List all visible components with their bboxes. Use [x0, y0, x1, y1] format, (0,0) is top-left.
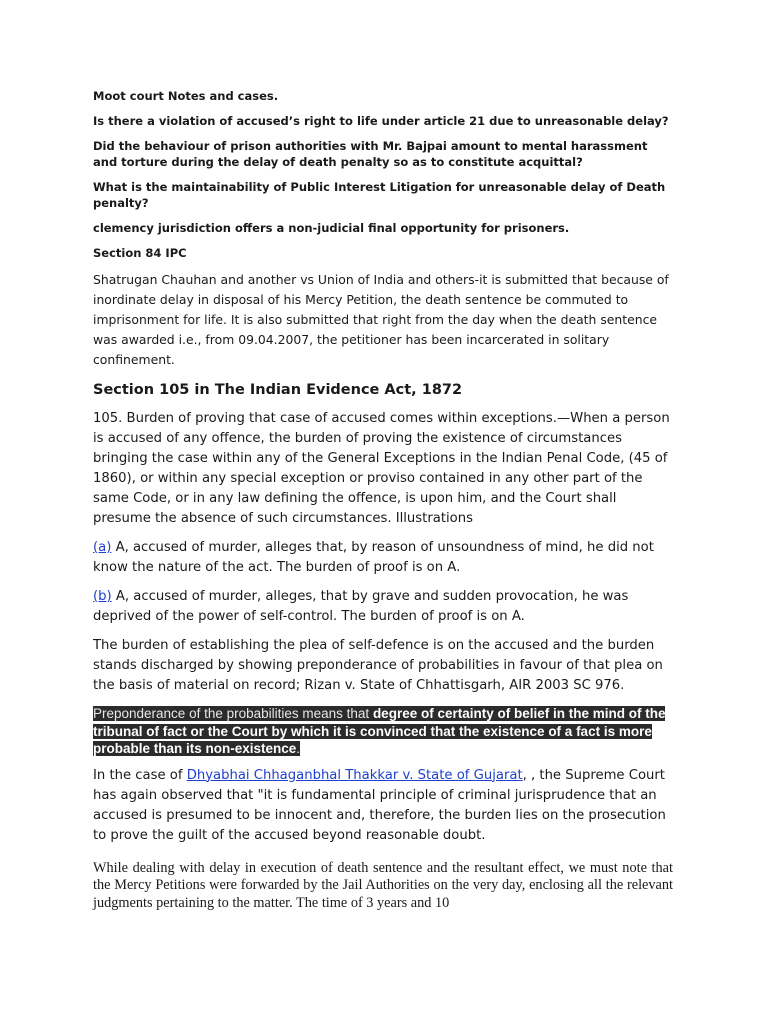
clemency-note: clemency jurisdiction offers a non-judicial final opportunity for prisoners. — [93, 221, 570, 235]
illustration-a-link[interactable]: (a) — [93, 540, 112, 555]
illustration-b — [93, 587, 673, 627]
dhyabhai-paragraph — [93, 766, 673, 846]
dhyabhai-after: , , the Supreme Court has again observed that "it is fundamental principle of criminal jurisprudence that an accused is presumed to be innocent and, therefore, the burden lies on the prosecution to prove the guilt of the accused beyond reasonable doubt. — [93, 767, 666, 843]
preponderance-highlight — [93, 705, 673, 758]
notes-title: Moot court Notes and cases. — [93, 89, 279, 103]
dhyabhai-before: In the case of — [93, 767, 187, 783]
document-body — [93, 88, 673, 912]
illustration-b-text: A, accused of murder, alleges, that by grave and sudden provocation, he was deprived of the power of self-control. The burden of proof is on A. — [93, 589, 629, 624]
illustration-b-link[interactable]: (b) — [93, 589, 112, 604]
preponderance-definition: degree of certainty of belief in the mind of the tribunal of fact or the Court by which it is convinced that the existence of a fact is more probable than its non-existence — [93, 706, 666, 756]
dhyabhai-case-link[interactable]: Dhyabhai Chhaganbhal Thakkar v. State of Gujarat — [186, 767, 523, 783]
issue-question-1: Is there a violation of accused’s right to life under article 21 due to unreasonable delay? — [93, 114, 669, 128]
preponderance-end: . — [296, 741, 301, 756]
mercy-petition-paragraph: While dealing with delay in execution of death sentence and the resultant effect, we must note that the Mercy Petitions were forwarded by the Jail Authorities on the very day, enclosing all the relevant judgments pertaining to the matter. The time of 3 years and 10 — [93, 859, 673, 911]
section-84-note: Section 84 IPC — [93, 246, 187, 260]
issue-question-2: Did the behaviour of prison authorities with Mr. Bajpai amount to mental harassment and torture during the delay of death penalty so as to constitute acquittal? — [93, 139, 648, 169]
shatrugan-case-paragraph: Shatrugan Chauhan and another vs Union of India and others-it is submitted that because of inordinate delay in disposal of his Mercy Petition, the death sentence be commuted to imprisonment for life. It is also submitted that right from the day when the death sentence was awarded i.e., from 09.04.2007, the petitioner has been incarcerated in solitary confinement. — [93, 272, 669, 367]
self-defence-paragraph: The burden of establishing the plea of self-defence is on the accused and the burden stands discharged by showing preponderance of probabilities in favour of that plea on the basis of material on record; Rizan v. State of Chhattisgarh, AIR 2003 SC 976. — [93, 638, 663, 693]
illustration-a-text: A, accused of murder, alleges that, by reason of unsoundness of mind, he did not know the nature of the act. The burden of proof is on A. — [93, 540, 654, 575]
section-105-text: 105. Burden of proving that case of accused comes within exceptions.—When a person is accused of any offence, the burden of proving the existence of circumstances bringing the case within any of the General Exceptions in the Indian Penal Code, (45 of 1860), or within any special exception or proviso contained in any other part of the same Code, or in any law defining the offence, is upon him, and the Court shall presume the absence of such circumstances. Illustrations — [93, 411, 670, 526]
section-105-heading: Section 105 in The Indian Evidence Act, 1872 — [93, 382, 463, 398]
illustration-a — [93, 538, 673, 578]
issue-question-3: What is the maintainability of Public Interest Litigation for unreasonable delay of Death penalty? — [93, 180, 666, 210]
preponderance-lead: Preponderance of the probabilities means that — [93, 706, 373, 721]
